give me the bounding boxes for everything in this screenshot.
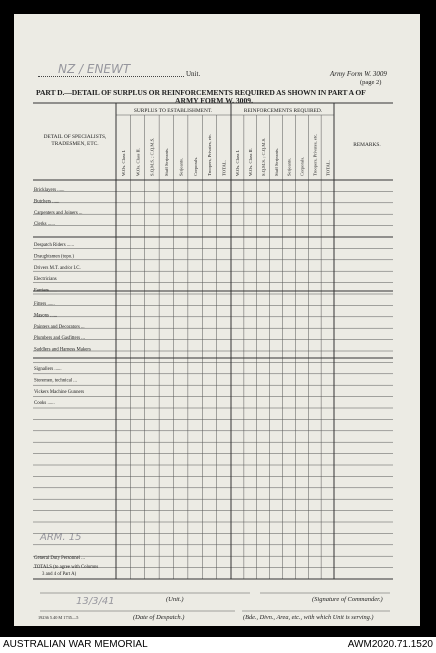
form-title-1: PART D.—DETAIL OF SURPLUS OR REINFORCEMENTS REQUIRED AS SHOWN IN PART A OF	[36, 88, 366, 97]
lower-handwriting: ARM. 15	[40, 532, 82, 543]
surplus-rank-header: W.Os. Class I.	[120, 149, 126, 176]
surplus-rank-header: Corporals.	[192, 156, 198, 176]
archive-footer	[0, 637, 436, 653]
surplus-rank-header: Troopers, Privates, etc.	[207, 133, 213, 176]
printer-code: 19236 5.40 M 1735—5	[38, 615, 79, 620]
station-label: (Bde., Divn., Area, etc., with which Unit is serving.)	[243, 614, 374, 621]
unit-label: Unit.	[186, 70, 201, 78]
trade-row-label: Fitters ......	[34, 302, 55, 307]
archive-name: AUSTRALIAN WAR MEMORIAL	[3, 639, 148, 650]
trade-row-label: Bricklayers ......	[34, 188, 65, 193]
trade-row-label: Drivers M.T. and/or I.C.	[34, 265, 81, 271]
trade-row-label: Draughtsmen (topo.)	[34, 254, 74, 260]
surplus-rank-header: TOTAL.	[221, 160, 227, 176]
detail-header-1: DETAIL OF SPECIALISTS,	[43, 134, 107, 140]
form-title-2: ARMY FORM W. 3009.	[175, 96, 253, 105]
totals-label-2: 3 and 4 of Part A)	[42, 572, 77, 577]
trade-row-label: Plumbers and Gasfitters ...	[34, 336, 85, 342]
surplus-header: SURPLUS TO ESTABLISHMENT.	[133, 108, 213, 114]
trade-row-label: Electricians	[34, 277, 57, 283]
trade-row-label: Vickers Machine Gunners	[34, 389, 85, 395]
reinforcements-header: REINFORCEMENTS REQUIRED.	[243, 108, 323, 114]
reinforcement-rank-header: TOTAL.	[325, 160, 331, 176]
date-label: (Date of Despatch.)	[133, 614, 185, 621]
sig-commander-label: (Signature of Commander.)	[312, 596, 383, 603]
form-id: Army Form W. 3009	[330, 70, 387, 78]
reinforcement-rank-header: Staff Serjeants.	[273, 148, 279, 176]
reinforcement-rank-header: W.Os. Class II.	[248, 148, 254, 176]
remarks-header: REMARKS.	[353, 142, 381, 148]
trade-row-label: Despatch Riders ......	[34, 243, 74, 248]
reinforcement-rank-header: Corporals.	[299, 156, 305, 176]
general-duty-label: General Duty Personnel ...	[34, 556, 85, 561]
reinforcement-rank-header: Troopers, Privates, etc.	[312, 133, 318, 176]
trade-row-label: Masons ......	[34, 313, 58, 319]
unit-handwriting: NZ / ENEWT	[58, 62, 131, 76]
surplus-rank-header: Serjeants.	[178, 158, 184, 176]
totals-label-1: TOTALS (to agree with Columns	[34, 565, 99, 570]
trade-row-label: Farriers ......	[34, 288, 58, 294]
trade-row-label: Storemen, technical ...	[34, 378, 77, 384]
trade-row-label: Cooks ......	[34, 401, 55, 407]
reinforcement-rank-header: S.Q.M.S. ; C.Q.M.S.	[260, 137, 266, 176]
trade-row-label: Saddlers and Harness Makers	[34, 347, 91, 353]
trade-row-label: Painters and Decorators ...	[34, 324, 85, 330]
sig-unit-label: (Unit.)	[166, 596, 184, 603]
detail-header-2: TRADESMEN, ETC.	[51, 141, 99, 147]
trade-row-label: Carpenters and Joiners ...	[34, 210, 83, 216]
date-handwriting: 13/3/41	[76, 596, 115, 607]
surplus-rank-header: W.Os. Class II.	[135, 148, 141, 176]
surplus-rank-header: S.Q.M.S. ; C.Q.M.S.	[149, 137, 155, 176]
reinforcement-rank-header: W.Os. Class I.	[235, 149, 241, 176]
trade-row-label: Signallers ......	[34, 367, 62, 372]
surplus-rank-header: Staff Serjeants.	[164, 148, 170, 176]
form-page: (page 2)	[360, 79, 382, 86]
archive-id: AWM2020.71.1520	[347, 639, 433, 650]
trade-row-label: Butchers ......	[34, 199, 60, 205]
reinforcement-rank-header: Serjeants.	[286, 158, 292, 176]
trade-row-label: Clerks ......	[34, 222, 55, 228]
